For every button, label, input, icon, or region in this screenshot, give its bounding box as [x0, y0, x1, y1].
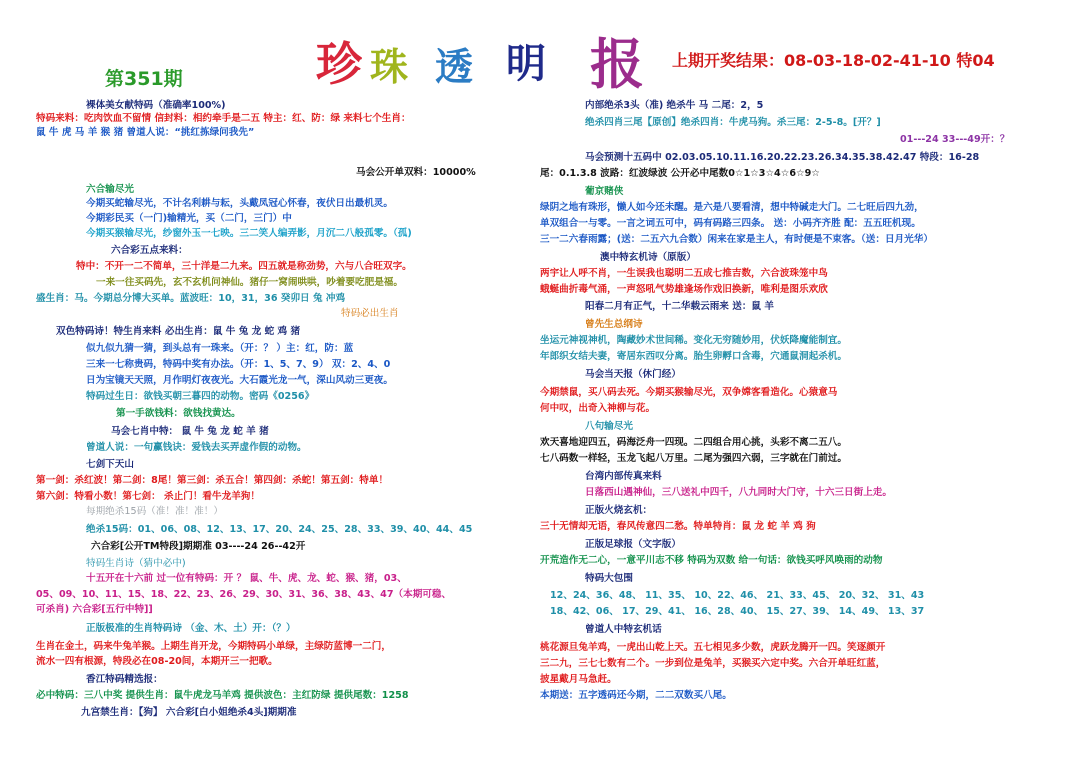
masthead-char: 报: [590, 32, 644, 96]
text-line: 七剑下天山: [86, 459, 134, 470]
text-line: 特码过生日：欲钱买朝三暮四的动物。密码《0256》: [86, 391, 315, 402]
text-line: 鼠 牛 虎 马 羊 猴 猪 曾道人说：“挑红拣绿问我先”: [36, 127, 255, 138]
text-line: 可杀肖) 六合彩[五行中特]]: [36, 604, 153, 615]
issue-number: 第351期: [105, 68, 183, 90]
text-line: 盛生肖：马。今期总分博大买单。蓝波旺：10，31，36 癸卯日 兔 冲鸡: [36, 293, 346, 304]
right-column: [540, 96, 1050, 726]
text-line: 六合彩五点来料：: [111, 245, 188, 256]
text-line: 八句输尽光: [585, 421, 633, 432]
text-line: 六合彩[公开TM特段]期期准 03----24 26--42开: [91, 541, 306, 552]
text-line: 曾先生总纲诗: [585, 319, 643, 330]
text-line: 台湾内部传真来料: [585, 471, 662, 482]
text-line: 每期绝杀15码（准！准！准！）: [86, 506, 223, 517]
text-line: 曾道人中特玄机话: [585, 624, 662, 635]
text-line: 今期禁鼠，买八码去死。今期买猴输尽光，双争嫦客看造化。心猿意马: [540, 387, 838, 398]
text-line: 葡京赌侠: [585, 186, 624, 197]
text-line: 生肖在金土，码来牛兔羊猴。上期生肖开龙，今期特码小单绿，主绿防蓝博一二门，: [36, 641, 391, 652]
text-line: 一来一往买码先，玄不玄机问神仙。猪仔一窝闹哄哄，吵着要吃肥是福。: [96, 277, 403, 288]
text-line: 开荒造作无二心，一意平川志不移 特码为双数 给一句话：欲钱买呼风唤雨的动物: [540, 555, 883, 566]
text-line: 马会七肖中特： 鼠 牛 兔 龙 蛇 羊 猪: [111, 426, 269, 437]
text-line: 三二九，三七七数有二个。一步到位是兔羊，买猴买六定中奖。六合开单旺红蓝，: [540, 658, 886, 669]
text-line: 十五开在十六前 过一位有特码：开 ？ 鼠、牛、虎、龙、蛇、猴、猪，03、: [86, 573, 407, 584]
text-line: 第一剑：杀红波！第二剑：8尾！第三剑：杀五合！第四剑：杀蛇！第五剑：特单！: [36, 475, 389, 486]
masthead-char: 珍: [316, 37, 362, 91]
text-line: 特码生肖诗（猜中必中): [86, 558, 186, 569]
text-line: 05、09、10、11、15、18、22、23、26、29、30、31、36、38、43、47（本期可稳、: [36, 589, 452, 600]
text-line: 日落西山遇神仙，三八送礼中四千，八九同时大门守，十六三日街上走。: [585, 487, 892, 498]
text-line: 似九似九猜一猜，到头总有一珠来。（开：？ ）主：红，防：蓝: [86, 343, 354, 354]
text-line: 特码大包围: [585, 573, 633, 584]
text-line: 18、42、06、 17、29、41、 16、28、40、 15、27、39、 14、49、 13、37: [550, 606, 925, 617]
text-line: 正版足球报（文字版）: [585, 539, 681, 550]
text-line: 单双组合一与零。一言之词五可中，码有码路三四条。 送：小码齐齐胜 配：五五旺机现。: [540, 218, 921, 229]
text-line: 双色特码诗！特生肖来料 必出生肖：鼠 牛 兔 龙 蛇 鸡 猪: [56, 326, 301, 337]
text-line: 九宫禁生肖：【狗】 六合彩[白小姐绝杀4头]期期准: [81, 707, 297, 718]
text-line: 马会当天报（休门经）: [585, 369, 681, 380]
text-line: 三来一七称贵码，特码中奖有办法。（开：1、5、7、9） 双：2、4、0: [86, 359, 391, 370]
text-line: 特码必出生肖: [341, 308, 399, 319]
text-line: 六合输尽光: [86, 184, 134, 195]
text-line: 01---24 33---49开：？: [900, 134, 1010, 145]
left-column: [36, 96, 526, 726]
text-line: 尾：0.1.3.8 波路：红波绿波 公开必中尾数0☆1☆3☆4☆6☆9☆: [540, 168, 820, 179]
text-line: 桃花源旦兔羊鸡，一虎出山乾上天。五七相见多少数，虎跃龙腾开一四。笑逐颜开: [540, 642, 886, 653]
text-line: 第六剑：特看小数！第七剑： 杀止门！看牛龙羊狗！: [36, 491, 260, 502]
text-line: 两宇让人呼不肖，一生误我也聪明二五成七推吉数，六合波珠笼中鸟: [540, 268, 828, 279]
text-line: 日为宝镜天天照，月作明灯夜夜光。大石霞光龙一气，深山风动三更夜。: [86, 375, 393, 386]
text-line: 蛾蜒曲折毒气涌，一声怒吼气势雄逢场作戏旧换新，唯利是图乐欢欣: [540, 284, 828, 295]
text-line: 坐运元神视神机，陶藏妙术世间稀。变化无穷随妙用，伏妖降魔能制宜。: [540, 335, 847, 346]
text-line: 披星戴月马急赶。: [540, 674, 617, 685]
text-line: 今期买蛇输尽光，不计名利耕与耘，头戴凤冠心怀春，夜伏日出最机灵。: [86, 198, 393, 209]
text-line: 特中：不开一二不简单，三十洋是二九来。四五就是称劲势，六与八合旺双字。: [76, 261, 412, 272]
text-line: 绝杀15码：01、06、08、12、13、17、20、24、25、28、33、39、40、44、45: [86, 524, 473, 535]
masthead-char: 明: [506, 40, 546, 87]
text-line: 12、24、36、48、 11、35、 10、22、46、 21、33、45、 20、32、 31、43: [550, 590, 925, 601]
text-line: 今期买猴输尽光，纱窗外玉一七映。三二笑人编弄影，月沉二八般孤零。（孤): [86, 228, 412, 239]
text-line: 年郎织女结夫妻，寄居东西叹分离。胎生卵孵口含毒，穴通鼠洞起杀机。: [540, 351, 847, 362]
text-line: 特码来料：吃肉饮血不留情 信封料：相约牵手是二五 特主：红、防：绿 来料七个生肖：: [36, 113, 411, 124]
text-line: 本期送：五字透码还今期，二二双数买八尾。: [540, 690, 732, 701]
text-line: 绝杀四肖三尾【原创】绝杀四肖：牛虎马狗。杀三尾：2-5-8。[开？]: [585, 117, 881, 128]
text-line: 七八码数一样轻，玉龙飞起八万里。二尾为强四六弱，三字就在门前过。: [540, 453, 847, 464]
last-draw-result: 上期开奖结果：08-03-18-02-41-10 特04: [672, 51, 995, 70]
text-line: 三一二六春雨露；(送：二五六九合数）闲来在家是主人，有时便是不束客。（送：日月光华）: [540, 234, 933, 245]
text-line: 马会预测十五码中 02.03.05.10.11.16.20.22.23.26.34.35.38.42.47 特段：16-28: [585, 152, 980, 163]
text-line: 马会公开单双料：10000%: [356, 167, 476, 178]
text-line: 澳中特玄机诗（原版）: [600, 252, 696, 263]
text-line: 三十无情却无语，春风传意四二愁。特单特肖：鼠 龙 蛇 羊 鸡 狗: [540, 521, 816, 532]
text-line: 必中特码：三八中奖 提供生肖：鼠牛虎龙马羊鸡 提供波色：主红防绿 提供尾数：1258: [36, 690, 409, 701]
masthead-char: 透: [435, 44, 474, 89]
text-line: 流水一四有根源，特段必在08-20间，本期开三一把歌。: [36, 656, 278, 667]
text-line: 今期彩民买（一门)输精光，买（二门，三门）中: [86, 213, 292, 224]
masthead-char: 珠: [370, 44, 409, 89]
text-line: 欢天喜地迎四五，码海泛舟一四现。二四组合用心挑，头彩不离二五八。: [540, 437, 847, 448]
text-line: 正版极准的生肖特码诗 （金、木、土）开：（？）: [86, 623, 296, 634]
text-line: 曾道人说：一句赢钱诀：爱钱去买弄虚作假的动物。: [86, 442, 307, 453]
text-line: 正版火烧玄机：: [585, 505, 653, 516]
text-line: 第一手欲钱料：欲钱找黄达。: [116, 408, 241, 419]
text-line: 香江特码精选报：: [86, 674, 163, 685]
text-line: 绿阴之地有珠形，懒人如今还未醒。是六是八要看清，想中特碱走大门。二七旺后四九劲，: [540, 202, 924, 213]
text-line: 阳春二月有正气，十二华载云雨来 送：鼠 羊: [585, 301, 774, 312]
text-line: 内部绝杀3头（准) 绝杀牛 马 二尾：2，5: [585, 100, 764, 111]
text-line: 裸体美女献特码（准确率100%): [86, 100, 226, 111]
text-line: 何中叹，出奇入神柳与花。: [540, 403, 656, 414]
